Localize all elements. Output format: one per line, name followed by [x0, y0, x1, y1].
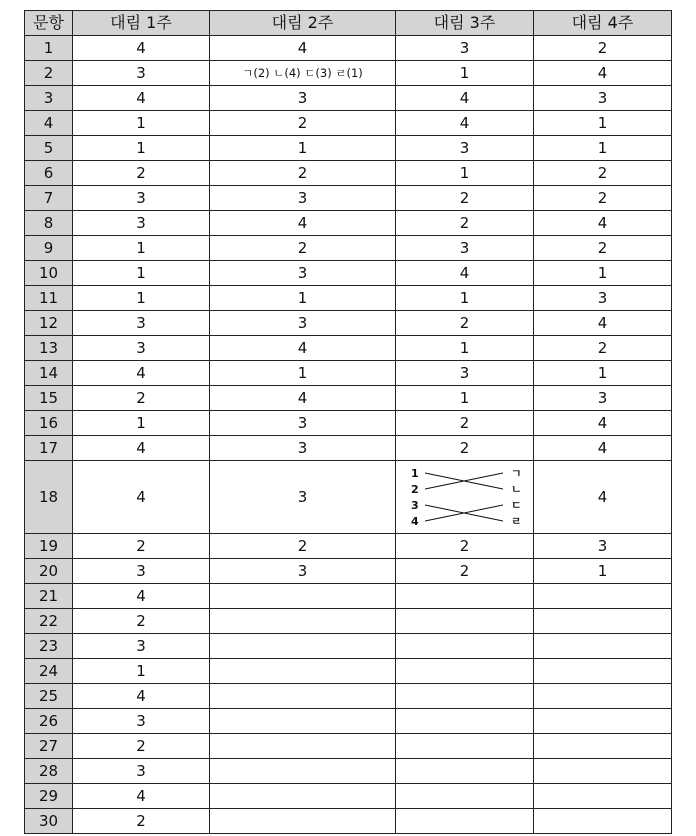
header-week-2: 대림 2주 — [210, 11, 396, 36]
week-4-answer-cell — [534, 684, 672, 709]
week-1-answer-cell: 1 — [73, 111, 210, 136]
week-2-answer-cell: 3 — [210, 461, 396, 534]
week-4-answer-cell: 3 — [534, 534, 672, 559]
week-4-answer-cell: 4 — [534, 311, 672, 336]
week-3-answer-cell — [396, 784, 534, 809]
week-3-answer-cell: 2 — [396, 186, 534, 211]
week-3-answer-cell: 1 — [396, 61, 534, 86]
table-row — [25, 809, 672, 834]
week-1-answer-cell: 4 — [73, 684, 210, 709]
week-3-answer-cell — [396, 609, 534, 634]
week-3-answer-cell: 2 — [396, 436, 534, 461]
week-2-answer-cell: 2 — [210, 161, 396, 186]
table-row — [25, 161, 672, 186]
week-3-answer-cell: 3 — [396, 136, 534, 161]
question-number-cell: 14 — [25, 361, 73, 386]
week-4-answer-cell: 1 — [534, 261, 672, 286]
week-2-answer-cell: 4 — [210, 36, 396, 61]
week-3-answer-cell: 1 — [396, 386, 534, 411]
week-2-answer-cell: 2 — [210, 534, 396, 559]
table-row — [25, 411, 672, 436]
week-4-answer-cell — [534, 634, 672, 659]
week-4-answer-cell: 4 — [534, 461, 672, 534]
week-2-answer-cell — [210, 784, 396, 809]
question-number-cell: 28 — [25, 759, 73, 784]
week-4-answer-cell: 3 — [534, 386, 672, 411]
week-4-answer-cell — [534, 609, 672, 634]
table-row — [25, 61, 672, 86]
week-1-answer-cell: 3 — [73, 211, 210, 236]
table-row — [25, 534, 672, 559]
match-left-label: 4 — [410, 515, 419, 528]
table-row — [25, 186, 672, 211]
week-1-answer-cell: 4 — [73, 361, 210, 386]
week-2-answer-cell: 1 — [210, 286, 396, 311]
week-4-answer-cell — [534, 734, 672, 759]
week-1-answer-cell: 3 — [73, 559, 210, 584]
week-2-answer-cell — [210, 734, 396, 759]
match-left-label: 1 — [410, 467, 419, 480]
match-right-label: ㄱ — [510, 467, 522, 480]
week-2-answer-cell: 1 — [210, 361, 396, 386]
week-2-answer-cell — [210, 609, 396, 634]
table-row — [25, 361, 672, 386]
week-4-answer-cell — [534, 809, 672, 834]
question-number-cell: 9 — [25, 236, 73, 261]
table-row — [25, 311, 672, 336]
header-question: 문항 — [25, 11, 73, 36]
table-row — [25, 261, 672, 286]
match-right-label: ㄴ — [510, 483, 522, 496]
week-4-answer-cell: 1 — [534, 361, 672, 386]
week-3-answer-cell — [396, 684, 534, 709]
week-2-answer-cell: 3 — [210, 311, 396, 336]
question-number-cell: 8 — [25, 211, 73, 236]
week-3-answer-cell: 4 — [396, 111, 534, 136]
header-week-4: 대림 4주 — [534, 11, 672, 36]
question-number-cell: 3 — [25, 86, 73, 111]
week-4-answer-cell: 2 — [534, 161, 672, 186]
question-number-cell: 30 — [25, 809, 73, 834]
table-row — [25, 236, 672, 261]
question-number-cell: 13 — [25, 336, 73, 361]
table-row — [25, 584, 672, 609]
table-row — [25, 759, 672, 784]
week-3-answer-cell: 2 — [396, 534, 534, 559]
week-1-answer-cell: 1 — [73, 136, 210, 161]
week-3-answer-cell — [396, 584, 534, 609]
week-3-answer-cell: 4 — [396, 261, 534, 286]
week-4-answer-cell: 2 — [534, 336, 672, 361]
question-number-cell: 15 — [25, 386, 73, 411]
question-number-cell: 1 — [25, 36, 73, 61]
question-number-cell: 22 — [25, 609, 73, 634]
week-3-answer-cell — [396, 809, 534, 834]
table-row — [25, 286, 672, 311]
week-2-answer-cell — [210, 759, 396, 784]
week-4-answer-cell: 1 — [534, 136, 672, 161]
week-4-answer-cell — [534, 659, 672, 684]
table-row — [25, 136, 672, 161]
week-1-answer-cell: 4 — [73, 461, 210, 534]
question-number-cell: 19 — [25, 534, 73, 559]
table-row — [25, 684, 672, 709]
question-number-cell: 7 — [25, 186, 73, 211]
week-3-answer-cell: 4 — [396, 86, 534, 111]
header-week-1: 대림 1주 — [73, 11, 210, 36]
week-4-answer-cell — [534, 784, 672, 809]
week-1-answer-cell: 3 — [73, 61, 210, 86]
week-1-answer-cell: 3 — [73, 634, 210, 659]
week-2-answer-cell: 3 — [210, 411, 396, 436]
week-3-answer-cell — [396, 634, 534, 659]
week-2-answer-cell: 3 — [210, 186, 396, 211]
table-row — [25, 734, 672, 759]
table-row — [25, 784, 672, 809]
week-4-answer-cell: 4 — [534, 61, 672, 86]
matching-diagram — [403, 464, 527, 530]
week-3-answer-cell: 1 — [396, 336, 534, 361]
match-right-label: ㄹ — [510, 515, 522, 528]
week-2-answer-cell — [210, 809, 396, 834]
table-row — [25, 461, 672, 534]
question-number-cell: 10 — [25, 261, 73, 286]
matching-diagram-cell — [396, 461, 534, 534]
week-2-answer-cell: 2 — [210, 236, 396, 261]
question-number-cell: 27 — [25, 734, 73, 759]
question-number-cell: 29 — [25, 784, 73, 809]
week-4-answer-cell: 4 — [534, 411, 672, 436]
week-1-answer-cell: 4 — [73, 584, 210, 609]
week-3-answer-cell — [396, 709, 534, 734]
week-3-answer-cell: 2 — [396, 211, 534, 236]
week-2-answer-cell: 1 — [210, 136, 396, 161]
week-2-answer-cell — [210, 584, 396, 609]
table-row — [25, 634, 672, 659]
week-3-answer-cell — [396, 759, 534, 784]
table-row — [25, 86, 672, 111]
week-2-answer-cell — [210, 634, 396, 659]
question-number-cell: 16 — [25, 411, 73, 436]
answer-key-table — [24, 10, 672, 834]
week-1-answer-cell: 4 — [73, 86, 210, 111]
week-3-answer-cell: 2 — [396, 559, 534, 584]
header-week-3: 대림 3주 — [396, 11, 534, 36]
week-1-answer-cell: 3 — [73, 311, 210, 336]
question-number-cell: 17 — [25, 436, 73, 461]
week-3-answer-cell — [396, 659, 534, 684]
week-3-answer-cell: 3 — [396, 236, 534, 261]
question-number-cell: 6 — [25, 161, 73, 186]
table-row — [25, 111, 672, 136]
week-3-answer-cell: 3 — [396, 361, 534, 386]
week-1-answer-cell: 2 — [73, 734, 210, 759]
week-3-answer-cell: 3 — [396, 36, 534, 61]
table-row — [25, 436, 672, 461]
week-3-answer-cell: 1 — [396, 161, 534, 186]
week-4-answer-cell: 1 — [534, 111, 672, 136]
week-1-answer-cell: 1 — [73, 261, 210, 286]
match-right-label: ㄷ — [510, 499, 522, 512]
week-3-answer-cell — [396, 734, 534, 759]
week-4-answer-cell — [534, 759, 672, 784]
question-number-cell: 11 — [25, 286, 73, 311]
week-2-answer-cell: 3 — [210, 436, 396, 461]
question-number-cell: 2 — [25, 61, 73, 86]
table-row — [25, 709, 672, 734]
week-4-answer-cell: 2 — [534, 236, 672, 261]
week-1-answer-cell: 3 — [73, 709, 210, 734]
question-number-cell: 12 — [25, 311, 73, 336]
week-4-answer-cell: 4 — [534, 211, 672, 236]
week-1-answer-cell: 2 — [73, 609, 210, 634]
week-2-answer-cell: 4 — [210, 211, 396, 236]
week-1-answer-cell: 2 — [73, 534, 210, 559]
question-number-cell: 24 — [25, 659, 73, 684]
week-3-answer-cell: 2 — [396, 311, 534, 336]
table-row — [25, 386, 672, 411]
table-row — [25, 609, 672, 634]
question-number-cell: 20 — [25, 559, 73, 584]
question-number-cell: 26 — [25, 709, 73, 734]
week-1-answer-cell: 4 — [73, 784, 210, 809]
week-4-answer-cell: 4 — [534, 436, 672, 461]
week-2-answer-cell: 3 — [210, 86, 396, 111]
week-4-answer-cell: 2 — [534, 36, 672, 61]
week-1-answer-cell: 1 — [73, 659, 210, 684]
week-4-answer-cell: 3 — [534, 86, 672, 111]
week-1-answer-cell: 2 — [73, 809, 210, 834]
table-row — [25, 211, 672, 236]
week-4-answer-cell: 3 — [534, 286, 672, 311]
table-row — [25, 659, 672, 684]
week-4-answer-cell: 2 — [534, 186, 672, 211]
match-left-label: 2 — [410, 483, 419, 496]
week-2-answer-cell: 3 — [210, 559, 396, 584]
question-number-cell: 4 — [25, 111, 73, 136]
week-2-answer-cell: 3 — [210, 261, 396, 286]
week-2-answer-cell — [210, 659, 396, 684]
week-1-answer-cell: 2 — [73, 161, 210, 186]
week-2-answer-cell: ㄱ(2) ㄴ(4) ㄷ(3) ㄹ(1) — [210, 61, 396, 86]
week-1-answer-cell: 2 — [73, 386, 210, 411]
question-number-cell: 18 — [25, 461, 73, 534]
week-1-answer-cell: 3 — [73, 336, 210, 361]
week-1-answer-cell: 4 — [73, 36, 210, 61]
table-body — [25, 36, 672, 834]
question-number-cell: 5 — [25, 136, 73, 161]
week-1-answer-cell: 3 — [73, 186, 210, 211]
table-row — [25, 559, 672, 584]
question-number-cell: 25 — [25, 684, 73, 709]
question-number-cell: 21 — [25, 584, 73, 609]
week-1-answer-cell: 3 — [73, 759, 210, 784]
header-row — [25, 11, 672, 36]
week-2-answer-cell: 4 — [210, 336, 396, 361]
week-1-answer-cell: 4 — [73, 436, 210, 461]
week-4-answer-cell: 1 — [534, 559, 672, 584]
week-1-answer-cell: 1 — [73, 411, 210, 436]
week-3-answer-cell: 1 — [396, 286, 534, 311]
table-row — [25, 36, 672, 61]
match-left-label: 3 — [410, 499, 419, 512]
week-1-answer-cell: 1 — [73, 286, 210, 311]
question-number-cell: 23 — [25, 634, 73, 659]
week-4-answer-cell — [534, 584, 672, 609]
week-2-answer-cell: 2 — [210, 111, 396, 136]
week-2-answer-cell — [210, 709, 396, 734]
week-2-answer-cell: 4 — [210, 386, 396, 411]
week-1-answer-cell: 1 — [73, 236, 210, 261]
week-3-answer-cell: 2 — [396, 411, 534, 436]
week-4-answer-cell — [534, 709, 672, 734]
week-2-answer-cell — [210, 684, 396, 709]
table-row — [25, 336, 672, 361]
